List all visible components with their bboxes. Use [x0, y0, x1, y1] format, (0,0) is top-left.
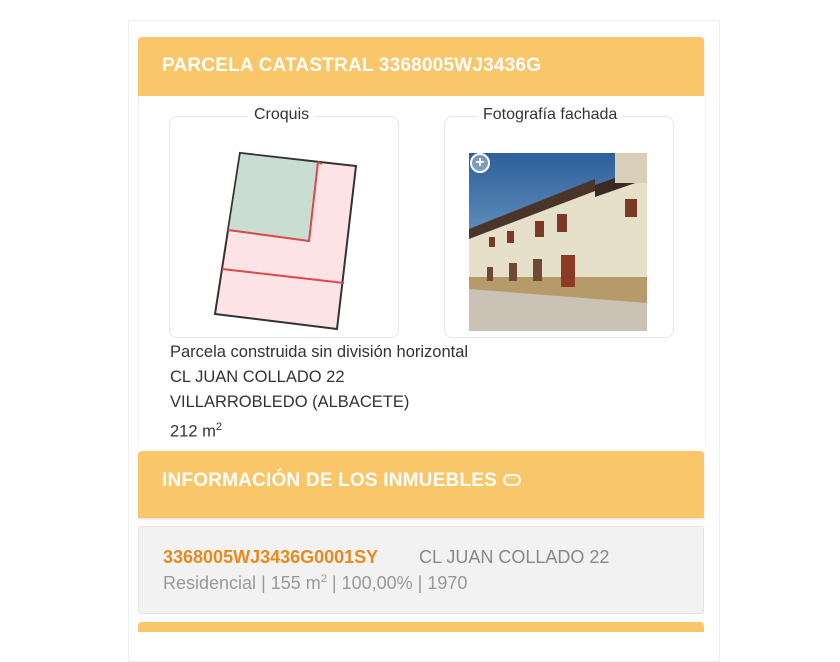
parcel-address: CL JUAN COLLADO 22 — [170, 368, 345, 386]
inmuebles-title-text: INFORMACIÓN DE LOS INMUEBLES — [162, 470, 497, 491]
parcel-header — [138, 37, 704, 96]
inmuebles-title — [162, 470, 521, 492]
inmueble-area-exp: 2 — [320, 573, 327, 585]
parcel-description: Parcela construida sin división horizontal — [170, 343, 469, 361]
inmueble-year: 1970 — [427, 573, 468, 593]
croquis-box[interactable] — [169, 116, 399, 338]
facade-photo — [445, 117, 673, 337]
parcel-title: PARCELA CATASTRAL 3368005WJ3436G — [162, 55, 542, 76]
zoom-plus-icon[interactable]: + — [470, 153, 490, 173]
inmueble-area-value: 155 m — [270, 573, 321, 593]
next-section-header — [138, 622, 704, 632]
facade-photo-box[interactable] — [444, 116, 674, 338]
inmueble-address: CL JUAN COLLADO 22 — [419, 547, 610, 567]
inmueble-reference-link[interactable]: 3368005WJ3436G0001SY — [163, 547, 379, 567]
facade-photo-label: Fotografía fachada — [477, 106, 623, 124]
parcel-area-value: 212 m — [170, 422, 216, 441]
parcel-area-exp: 2 — [215, 421, 222, 433]
chat-bubble-icon[interactable]: ··· — [503, 474, 521, 486]
parcel-area — [170, 415, 222, 445]
inmueble-participation: 100,00% — [341, 573, 413, 593]
croquis-label: Croquis — [248, 106, 315, 124]
croquis-sketch — [170, 117, 398, 337]
inmueble-card[interactable] — [138, 526, 704, 614]
inmueble-use: Residencial — [163, 573, 257, 593]
inmuebles-header — [138, 451, 704, 518]
inmueble-details: Residencial | 155 $m^2$ | 100,00% | 1970 — [163, 573, 468, 593]
parcel-city: VILLARROBLEDO (ALBACETE) — [170, 393, 410, 411]
